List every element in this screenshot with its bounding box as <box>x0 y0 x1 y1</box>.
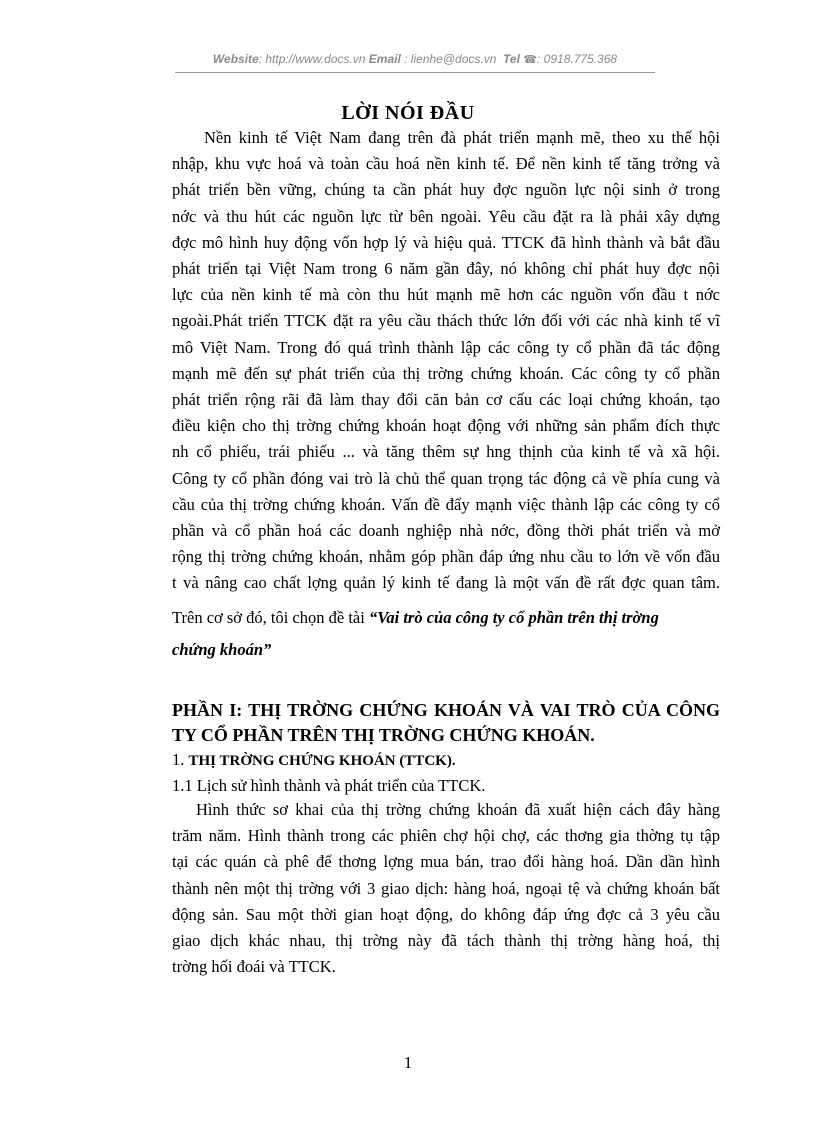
tel-value: : 0918.775.368 <box>537 52 618 66</box>
part-heading-line2: TY CỔ PHẦN TRÊN THỊ TRỜNG CHỨNG KHOÁN. <box>172 725 595 745</box>
section-title: THỊ TRỜNG CHỨNG KHOÁN (TTCK). <box>188 753 456 769</box>
text-line: trăm năm. Hình thành trong các phiên chợ hội chợ, các thơng gia thờng tụ tập <box>172 826 720 846</box>
text-line: điều kiện cho thị trờng chứng khoán hoạt động với những sản phẩm đích thực <box>172 416 720 436</box>
section-number: 1. <box>172 750 185 769</box>
email-label: Email <box>368 52 401 66</box>
website-label: Website <box>212 52 259 66</box>
page-header <box>175 50 655 73</box>
text-line: động sản. Sau một thời gian hoạt động, do không đáp ứng đợc cả 3 yêu cầu <box>172 904 720 924</box>
phone-icon: ☎ <box>523 54 537 66</box>
text-line: phát triển rộng rãi đã làm thay đổi căn bản cơ cấu các loại chứng khoán, tạo <box>172 390 720 409</box>
topic-line-2 <box>172 640 720 660</box>
text-line: t và nâng cao chất lợng quản lý kinh tế đang là một vấn đề rất đợc quan tâm. <box>172 573 720 593</box>
text-line: mạnh mẽ đến sự phát triển của thị trờng chứng khoán. Các công ty cổ phần <box>172 363 720 383</box>
text-line: nh cổ phiếu, trái phiếu ... và tăng thêm sự hng thịnh của kinh tế và xã hội. <box>172 442 720 462</box>
text-line: Hình thức sơ khai của thị trờng chứng khoán đã xuất hiện cách đây hàng <box>196 800 720 819</box>
page-number: 1 <box>403 1053 413 1072</box>
website-value: : http://www.docs.vn <box>258 52 366 66</box>
text-line: mô Việt Nam. Trong đó quá trình thành lập các công ty cổ phần đã tác động <box>172 337 720 357</box>
text-line: phát triển bền vững, chúng ta cần phát huy đợc nguồn lực nội sinh ở trong <box>172 180 720 200</box>
email-value: : lienhe@docs.vn <box>404 52 497 66</box>
section-heading <box>172 750 456 770</box>
part-heading-line1: PHẦN I: THỊ TRỜNG CHỨNG KHOÁN VÀ VAI TRÒ CỦA CÔNG <box>172 700 720 720</box>
text-line: Nền kinh tế Việt Nam đang trên đà phát triển mạnh mẽ, theo xu thế hội <box>204 128 720 147</box>
text-line: đợc mô hình huy động vốn hợp lý và hiệu quả. TTCK đã hình thành và bắt đầu <box>172 232 720 252</box>
subsection-title: 1.1 Lịch sử hình thành và phát triển của TTCK. <box>172 776 486 795</box>
page-title: LỜI NÓI ĐẦU <box>341 102 475 124</box>
text-line: lực của nền kinh tế mà còn thu hút mạnh mẽ hơn các nguồn vốn đầu t nớc <box>172 285 720 305</box>
text-line: trờng hối đoái và TTCK. <box>172 957 336 977</box>
topic-line <box>172 608 720 628</box>
text-line: giao dịch khác nhau, thị trờng này đã tách thành thị trờng hàng hoá, thị <box>172 931 720 950</box>
tel-label: Tel <box>503 52 520 66</box>
text-line: nớc và thu hút các nguồn lực từ bên ngoài. Yêu cầu đặt ra là phải xây dựng <box>172 206 720 226</box>
text-line: phần và cổ phần hoá các doanh nghiệp nhà nớc, đồng thời phát triển và mở <box>172 521 720 540</box>
text-line: cầu của thị trờng chứng khoán. Vấn đề đẩy mạnh việc thành lập các công ty cổ <box>172 494 720 514</box>
text-line: phát triển tại Việt Nam trong 6 năm gần đây, nó không chỉ phát huy đợc nội <box>172 259 720 278</box>
topic-title-line1: “Vai trò của công ty cổ phần trên thị trờng <box>368 608 659 627</box>
topic-title-line2: chứng khoán” <box>172 640 272 659</box>
text-line: tại các quán cà phê để thơng lợng mua bán, trao đổi hàng hoá. Dần dần hình <box>172 852 720 872</box>
text-line: rộng thị trờng chứng khoán, nhằm góp phần đáp ứng nhu cầu to lớn về vốn đầu <box>172 547 720 567</box>
text-line: thành nên một thị trờng với 3 giao dịch: hàng hoá, ngoại tệ và chứng khoán bất <box>172 878 720 898</box>
topic-prefix: Trên cơ sở đó, tôi chọn đề tài <box>172 608 369 627</box>
text-line: nhập, khu vực hoá và toàn cầu hoá nền kinh tế. Để nền kinh tế tăng trởng và <box>172 154 720 174</box>
text-line: ngoài.Phát triển TTCK đặt ra yêu cầu thách thức lớn đối với các nhà kinh tế vĩ <box>172 311 720 331</box>
text-line: Công ty cổ phần đóng vai trò là chủ thể quan trọng tác động cả về phía cung và <box>172 468 720 488</box>
